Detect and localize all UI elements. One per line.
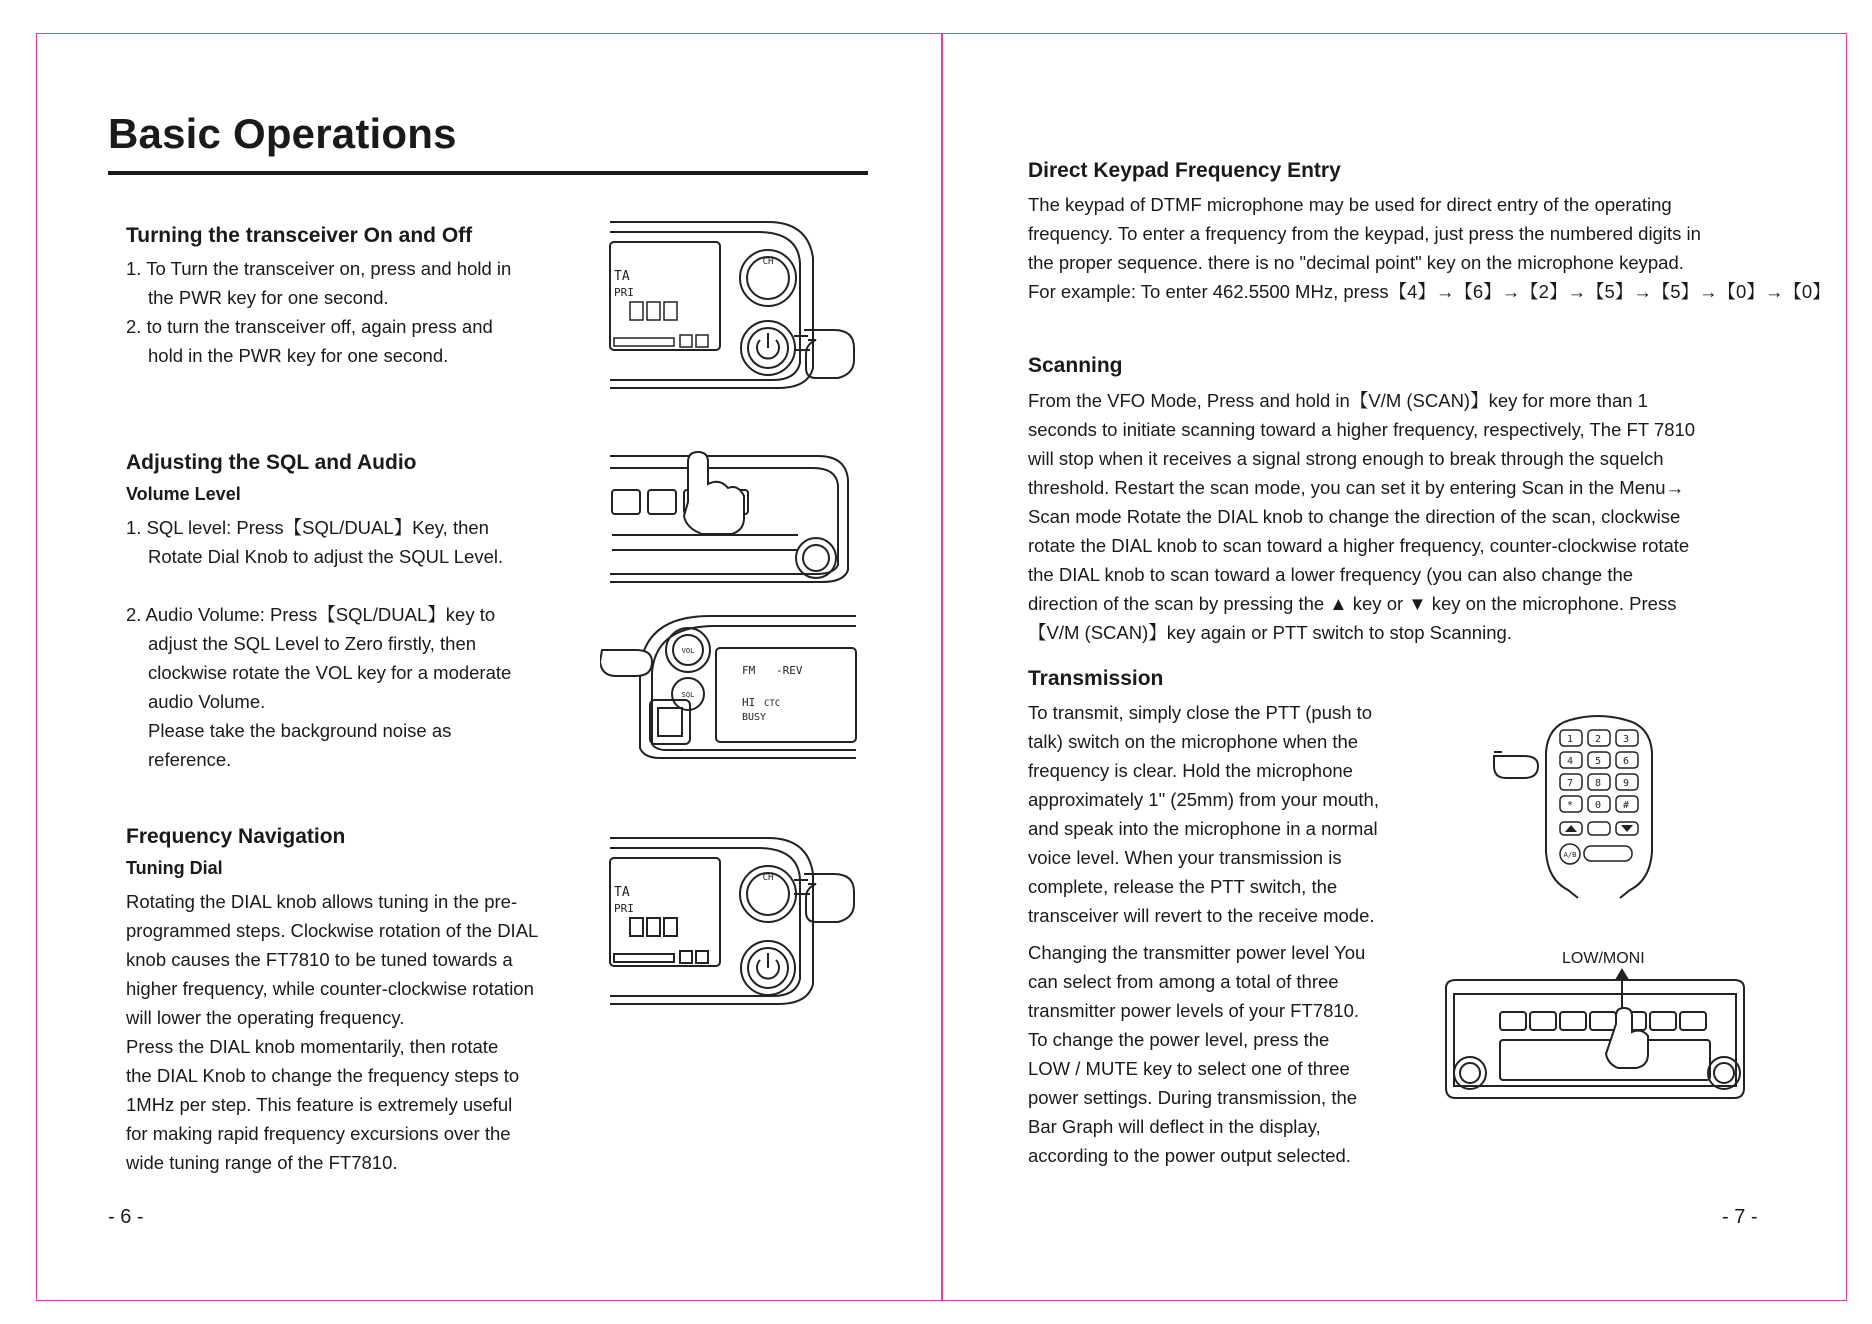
keypad-line: For example: To enter 462.5500 MHz, press【4】→【6】→【2】→【5】→【5】→【0】→【0】 bbox=[1028, 281, 1831, 302]
transmission-line: To transmit, simply close the PTT (push to bbox=[1028, 702, 1373, 723]
transmission-line: transceiver will revert to the receive mode. bbox=[1028, 905, 1375, 926]
sql-heading: Adjusting the SQL and Audio bbox=[126, 451, 417, 474]
power-level-line: Bar Graph will deflect in the display, bbox=[1028, 1116, 1321, 1137]
low-moni-label: LOW/MONI bbox=[1562, 950, 1645, 967]
power-level-line: according to the power output selected. bbox=[1028, 1145, 1351, 1166]
sql-text bbox=[126, 513, 586, 774]
mic-key-label: 1 bbox=[1567, 734, 1574, 745]
power-level-line: power settings. During transmission, the bbox=[1028, 1087, 1358, 1108]
mic-key-label: 4 bbox=[1567, 756, 1574, 767]
keypad-line: frequency. To enter a frequency from the keypad, just press the numbered digits in bbox=[1028, 223, 1701, 244]
freq-line: knob causes the FT7810 to be tuned towards a bbox=[126, 949, 513, 970]
sql-knob-label: SQL bbox=[681, 691, 695, 699]
transmission-line: and speak into the microphone in a normal bbox=[1028, 818, 1378, 839]
freq-line: programmed steps. Clockwise rotation of the DIAL bbox=[126, 920, 539, 941]
sql-line-6: audio Volume. bbox=[148, 691, 266, 712]
keypad-text bbox=[1028, 190, 1831, 306]
sql-line-8: reference. bbox=[148, 749, 232, 770]
lcd-ctc-text: CTC bbox=[764, 699, 781, 709]
transmission-text bbox=[1028, 698, 1428, 930]
sql-line-2: Rotate Dial Knob to adjust the SQUL Level. bbox=[148, 546, 504, 567]
freq-heading: Frequency Navigation bbox=[126, 825, 346, 848]
freq-subheading: Tuning Dial bbox=[126, 858, 223, 878]
scanning-line: will stop when it receives a signal strong enough to break through the squelch bbox=[1028, 448, 1664, 469]
mic-key-label: 3 bbox=[1623, 734, 1630, 745]
mic-key-label: 0 bbox=[1595, 800, 1602, 811]
power-level-line: can select from among a total of three bbox=[1028, 971, 1339, 992]
lcd-rev-text: -REV bbox=[776, 664, 803, 677]
sql-line-1: 1. SQL level: Press【SQL/DUAL】Key, then bbox=[126, 517, 489, 538]
mic-key-label: * bbox=[1567, 800, 1574, 811]
transmission-line: approximately 1" (25mm) from your mouth, bbox=[1028, 789, 1379, 810]
power-line-3: 2. to turn the transceiver off, again press and bbox=[126, 316, 493, 337]
sql-line-4: adjust the SQL Level to Zero firstly, then bbox=[148, 633, 477, 654]
power-key-illustration bbox=[608, 218, 858, 393]
vol-label: VOL bbox=[681, 647, 695, 655]
scanning-line: direction of the scan by pressing the ▲ key or ▼ key on the microphone. Press bbox=[1028, 593, 1677, 614]
freq-line: for making rapid frequency excursions over the bbox=[126, 1123, 511, 1144]
mic-key-label: 7 bbox=[1567, 778, 1574, 789]
keypad-heading: Direct Keypad Frequency Entry bbox=[1028, 159, 1341, 182]
lcd-hi-text: HI bbox=[742, 696, 756, 709]
freq-line: wide tuning range of the FT7810. bbox=[126, 1152, 398, 1173]
scanning-line: 【V/M (SCAN)】key again or PTT switch to stop Scanning. bbox=[1028, 622, 1512, 643]
transmission-heading: Transmission bbox=[1028, 667, 1164, 690]
freq-line: 1MHz per step. This feature is extremely useful bbox=[126, 1094, 513, 1115]
power-level-line: LOW / MUTE key to select one of three bbox=[1028, 1058, 1350, 1079]
radio-front-illustration bbox=[1440, 968, 1750, 1103]
lcd-fm-text: FM bbox=[742, 664, 756, 677]
page-number-left: - 6 - bbox=[108, 1206, 144, 1228]
transmission-line: complete, release the PTT switch, the bbox=[1028, 876, 1338, 897]
freq-line: Press the DIAL knob momentarily, then rotate bbox=[126, 1036, 499, 1057]
scanning-line: threshold. Restart the scan mode, you can set it by entering Scan in the Menu→ bbox=[1028, 477, 1685, 498]
microphone-illustration bbox=[1490, 712, 1700, 902]
power-heading: Turning the transceiver On and Off bbox=[126, 224, 473, 247]
scanning-line: rotate the DIAL knob to scan toward a higher frequency, counter-clockwise rotate bbox=[1028, 535, 1690, 556]
mic-key-label: 5 bbox=[1595, 756, 1602, 767]
power-level-text bbox=[1028, 938, 1428, 1170]
mic-ab-label: A/B bbox=[1563, 851, 1577, 859]
scanning-line: Scan mode Rotate the DIAL knob to change the direction of the scan, clockwise bbox=[1028, 506, 1681, 527]
scanning-text bbox=[1028, 386, 1828, 647]
ch-label: CH bbox=[762, 873, 774, 883]
mic-key-label: 9 bbox=[1623, 778, 1630, 789]
ch-label: CH bbox=[762, 257, 774, 267]
power-level-line: Changing the transmitter power level You bbox=[1028, 942, 1366, 963]
freq-text bbox=[126, 887, 596, 1177]
sql-dual-key-illustration bbox=[608, 440, 858, 585]
dial-knob-illustration bbox=[608, 834, 858, 1009]
power-line-2: the PWR key for one second. bbox=[148, 287, 389, 308]
lcd-pri-text: PRI bbox=[614, 286, 634, 299]
freq-line: will lower the operating frequency. bbox=[126, 1007, 405, 1028]
scanning-line: From the VFO Mode, Press and hold in【V/M (SCAN)】key for more than 1 bbox=[1028, 390, 1648, 411]
transmission-line: talk) switch on the microphone when the bbox=[1028, 731, 1359, 752]
power-line-4: hold in the PWR key for one second. bbox=[148, 345, 449, 366]
title-rule bbox=[108, 171, 868, 175]
scanning-heading: Scanning bbox=[1028, 354, 1123, 377]
page-number-right: - 7 - bbox=[1722, 1206, 1758, 1228]
freq-line: Rotating the DIAL knob allows tuning in the pre- bbox=[126, 891, 518, 912]
transmission-line: voice level. When your transmission is bbox=[1028, 847, 1342, 868]
mic-key-label: 6 bbox=[1623, 756, 1630, 767]
lcd-busy-text: BUSY bbox=[742, 712, 767, 723]
mic-key-label: # bbox=[1623, 800, 1630, 811]
sql-subheading: Volume Level bbox=[126, 484, 241, 504]
freq-line: the DIAL Knob to change the frequency steps to bbox=[126, 1065, 520, 1086]
power-line-1: 1. To Turn the transceiver on, press and hold in bbox=[126, 258, 512, 279]
keypad-line: The keypad of DTMF microphone may be used for direct entry of the operating bbox=[1028, 194, 1672, 215]
sql-line-7: Please take the background noise as bbox=[148, 720, 452, 741]
power-level-line: transmitter power levels of your FT7810. bbox=[1028, 1000, 1360, 1021]
lcd-pri-text: PRI bbox=[614, 902, 634, 915]
page-title: Basic Operations bbox=[108, 110, 457, 157]
scanning-line: the DIAL knob to scan toward a lower frequency (you can also change the bbox=[1028, 564, 1634, 585]
mic-keypad bbox=[1560, 730, 1638, 812]
lcd-ta-text: TA bbox=[614, 269, 630, 284]
sql-line-5: clockwise rotate the VOL key for a moderate bbox=[148, 662, 512, 683]
freq-line: higher frequency, while counter-clockwise rotation bbox=[126, 978, 534, 999]
power-level-line: To change the power level, press the bbox=[1028, 1029, 1330, 1050]
vol-knob-illustration bbox=[600, 610, 858, 760]
scanning-line: seconds to initiate scanning toward a higher frequency, respectively, The FT 7810 bbox=[1028, 419, 1696, 440]
mic-key-label: 2 bbox=[1595, 734, 1602, 745]
lcd-ta-text: TA bbox=[614, 885, 630, 900]
keypad-line: the proper sequence. there is no "decimal point" key on the microphone keypad. bbox=[1028, 252, 1684, 273]
power-text bbox=[126, 254, 576, 370]
transmission-line: frequency is clear. Hold the microphone bbox=[1028, 760, 1353, 781]
mic-key-label: 8 bbox=[1595, 778, 1602, 789]
sql-line-3: 2. Audio Volume: Press【SQL/DUAL】key to bbox=[126, 604, 496, 625]
